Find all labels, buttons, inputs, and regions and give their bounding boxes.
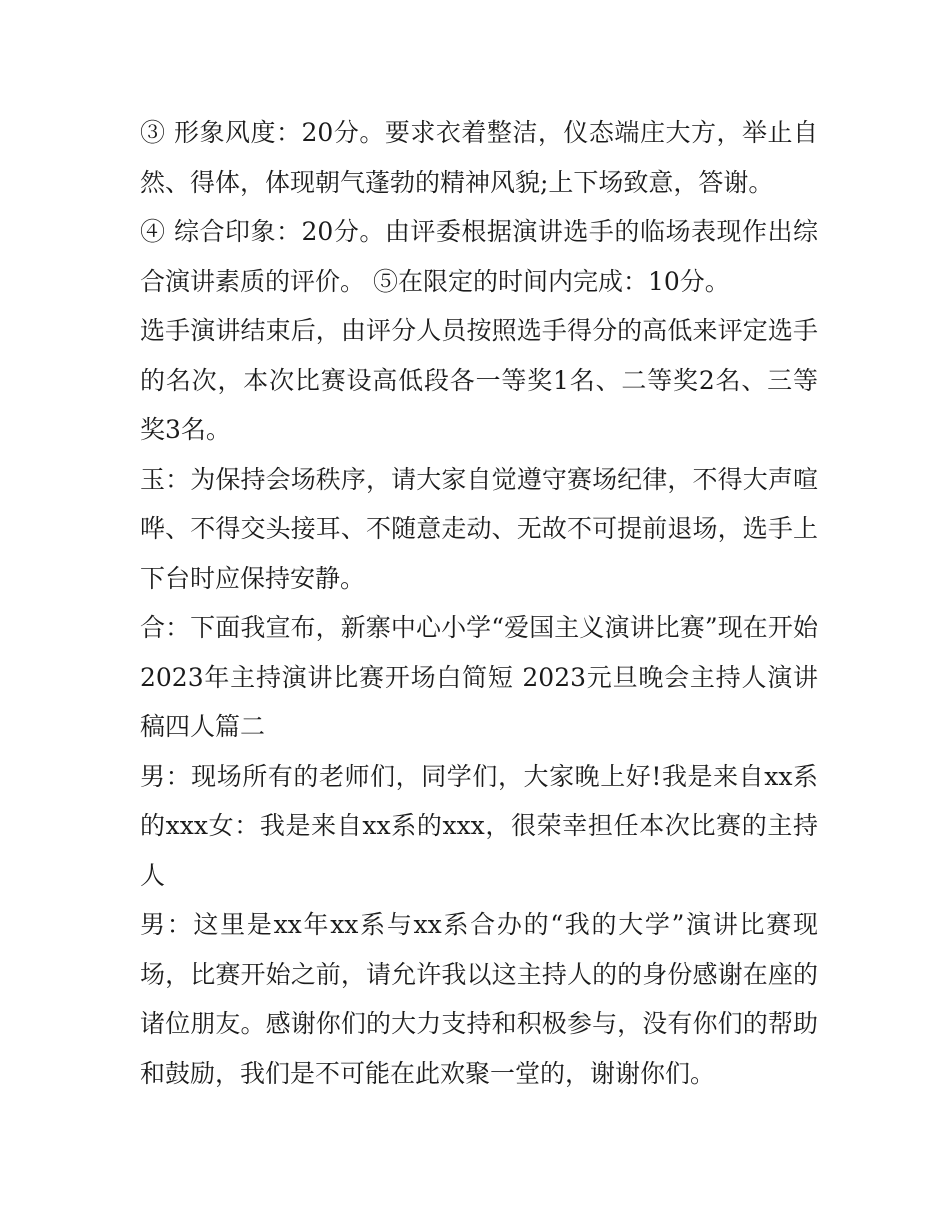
- document-body: [140, 108, 818, 1098]
- paragraph-image-demeanor: ③ 形象风度：20分。要求衣着整洁，仪态端庄大方，举止自然、得体，体现朝气蓬勃的精神风貌;上下场致意，答谢。: [140, 118, 818, 197]
- paragraph-announcement: 合：下面我宣布，新寨中心小学“爱国主义演讲比赛”现在开始2023年主持演讲比赛开场白简短 2023元旦晚会主持人演讲稿四人篇二: [140, 613, 818, 741]
- paragraph-venue-order: 玉：为保持会场秩序，请大家自觉遵守赛场纪律，不得大声喧哗、不得交头接耳、不随意走动、无故不可提前退场，选手上下台时应保持安静。: [140, 464, 818, 593]
- paragraph-overall-impression: ④ 综合印象：20分。由评委根据演讲选手的临场表现作出综合演讲素质的评价。 ⑤在限定的时间内完成：10分。: [140, 217, 818, 296]
- paragraph-ranking: 选手演讲结束后，由评分人员按照选手得分的高低来评定选手的名次，本次比赛设高低段各一等奖1名、二等奖2名、三等奖3名。: [140, 316, 818, 444]
- paragraph-host-intro: 男：现场所有的老师们，同学们，大家晚上好!我是来自xx系的xxx女：我是来自xx系的xxx，很荣幸担任本次比赛的主持人: [140, 761, 818, 890]
- paragraph-host-thanks: 男：这里是xx年xx系与xx系合办的“我的大学”演讲比赛现场，比赛开始之前，请允许我以这主持人的的身份感谢在座的诸位朋友。感谢你们的大力支持和积极参与，没有你们的帮助和鼓励，我们是不可能在此欢聚一堂的，谢谢你们。: [140, 910, 818, 1088]
